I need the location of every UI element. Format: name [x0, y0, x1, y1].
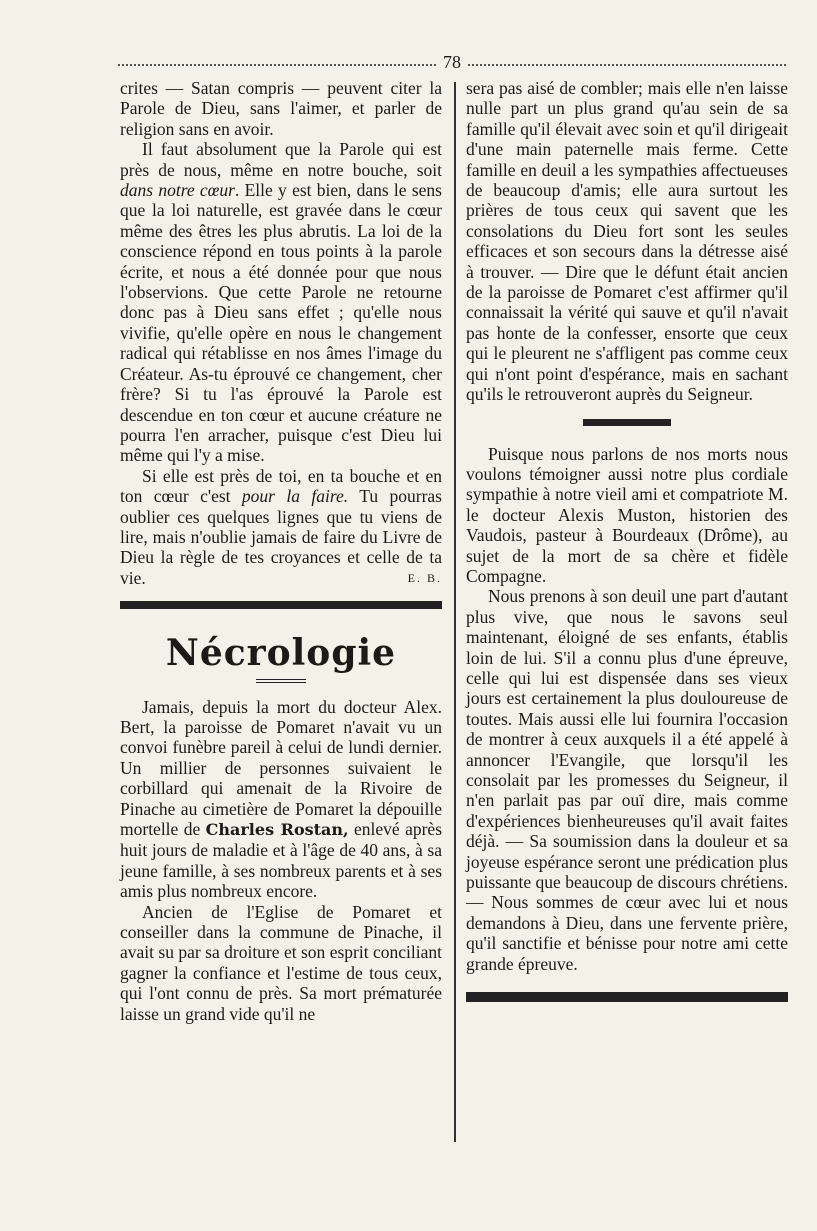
- section-heading: Nécrologie: [165, 631, 397, 674]
- emphasis-text: pour la faire.: [241, 486, 349, 507]
- text-span: Si elle est près de toi, en ta bouche et en ton cœur c'est: [120, 465, 442, 507]
- right-paragraph-3: Nous prenons à son deuil une part d'autant plus vive, que nous le savons seul maintenant, éloigné de ses enfants, établis loin de lui. S'il a connu plus d'une épreuve, celle qui lui est dispensée dans ses vieux jours est certainement la plus douloureuse de toutes. Mais aussi elle lui fournira l'occasion de montrer à ceux auxquels il a été appelé à annoncer l'Evangile, que lorsqu'il les consolait par les promesses du Seigneur, il n'en parlait pas par ouï dire, mais comme d'expériences bienheureuses qu'il avait faites déjà. — Sa soumission dans la douleur et sa joyeuse espérance seront une prédication plus puissante que beaucoup de discours chrétiens. — Nous sommes de cœur avec lui et nous demandons à Dieu, dans une fervente prière, qu'il sanctifie et bénisse pour notre ami cette grande épreuve.: [466, 586, 788, 974]
- left-paragraph-1: crites — Satan compris — peuvent citer la Parole de Dieu, sans l'aimer, et parler de religion sans en avoir.: [120, 78, 442, 139]
- section-separator-bar: [120, 601, 442, 609]
- text-span: . Elle y est bien, dans le sens que la loi naturelle, est gravée dans le cœur même des êtres les plus abrutis. La loi de la conscience répond en tous points à la parole écrite, et nous a été donnée pour que nous l'observions. Que cette Parole ne retourne donc pas à Dieu sans effet ; qu'elle nous vivifie, qu'elle opère en nous le changement radical qui rétablisse en nos âmes l'image du Créateur. As-tu éprouvé ce changement, cher frère? Si tu l'as éprouvé la Parole est descendue en ton cœur et aucune créature ne pourra l'en arracher, puisque c'est Dieu lui même qui l'y a mise.: [120, 180, 442, 466]
- right-column: [466, 78, 788, 1002]
- necrology-paragraph-2: Ancien de l'Eglise de Pomaret et conseiller dans la commune de Pinache, il avait su par sa droiture et son esprit conciliant gagner la confiance et l'estime de tous ceux, qui l'ont connu de près. Sa mort prématurée laisse un grand vide qu'il ne: [120, 901, 442, 1024]
- column-divider: [454, 82, 456, 1142]
- text-span: Il faut absolument que la Parole qui est près de nous, même en notre bouche, soit: [120, 139, 442, 180]
- heading-underline: [256, 679, 306, 683]
- right-paragraph-1: sera pas aisé de combler; mais elle n'en laisse nulle part un plus grand qu'au sein de sa famille qu'il élevait avec soin et qu'il dirigeait d'une main paternelle mais ferme. Cette famille en deuil a les sympathies affectueuses de beaucoup d'amis; elle aura surtout les prières de tous ceux qui savent que les consolations du Dieu fort sont les seules efficaces et son secours dans la détresse aisé à trouver. — Dire que le défunt était ancien de la paroisse de Pomaret c'est affirmer qu'il connaissait la vérité qui sauve et qu'il n'avait pas honte de la confesser, ensorte que ceux qui le pleurent ne s'affligent pas comme ceux qui n'ont point d'espérance, mais en sachant qu'ils le retrouveront auprès du Seigneur.: [466, 78, 788, 405]
- header-rule-left: [118, 64, 436, 70]
- emphasis-text: dans notre cœur: [120, 180, 235, 201]
- article-separator-bar: [583, 419, 671, 426]
- deceased-name: Charles Rostan,: [205, 820, 349, 839]
- text-span: enlevé après huit jours de maladie et à l'âge de 40 ans, à sa jeune famille, à ses nombreux parents et à ses amis plus nombreux encore.: [120, 819, 443, 902]
- text-span: Tu pourras oublier ces quelques lignes que tu viens de lire, mais n'oublie jamais de faire du Livre de Dieu la règle de tes croyances et celle de ta vie.: [120, 486, 442, 588]
- text-span: Jamais, depuis la mort du docteur Alex. Bert, la paroisse de Pomaret n'avait vu un convoi funèbre pareil à celui de lundi dernier. Un millier de personnes suivaient le corbillard qui amenait de la Rivoire de Pinache au cimetière de Pomaret la dépouille mortelle de: [120, 696, 442, 839]
- page-header: [118, 52, 786, 74]
- right-paragraph-2: Puisque nous parlons de nos morts nous voulons témoigner aussi notre plus cordiale sympathie à notre vieil ami et compatriote M. le docteur Alexis Muston, historien des Vaudois, pasteur à Bourdeaux (Drôme), au sujet de la mort de sa chère et fidèle Compagne.: [466, 443, 788, 586]
- header-rule-right: [468, 64, 786, 70]
- left-column: [120, 78, 442, 1024]
- column-end-bar: [466, 992, 788, 1002]
- necrology-paragraph-1: [120, 697, 442, 902]
- left-paragraph-2: [120, 139, 442, 466]
- page-number: 78: [443, 52, 461, 72]
- signature: E. B.: [407, 571, 442, 586]
